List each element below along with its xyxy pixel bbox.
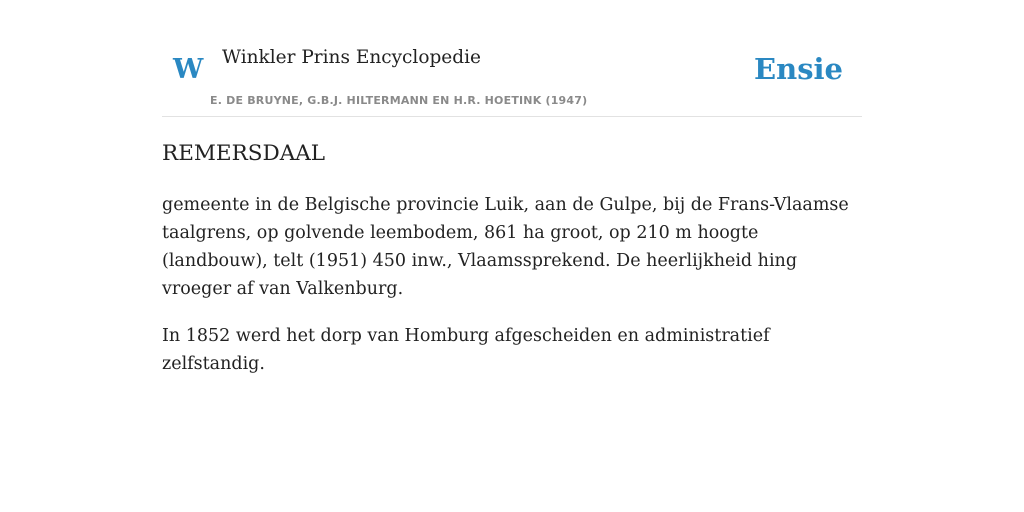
ensie-logo-link[interactable]: Ensie xyxy=(754,52,843,86)
article-headword: REMERSDAAL xyxy=(162,141,326,166)
article-paragraph: In 1852 werd het dorp van Homburg afgescheiden en administratief zelfstandig. xyxy=(162,326,770,374)
source-authors: E. DE BRUYNE, G.B.J. HILTERMANN EN H.R. HOETINK (1947) xyxy=(210,94,588,107)
source-title: Winkler Prins Encyclopedie xyxy=(222,47,481,68)
source-header xyxy=(162,0,862,117)
article xyxy=(162,138,864,378)
article-paragraph: gemeente in de Belgische provincie Luik, aan de Gulpe, bij de Frans-Vlaamse taalgrens, op golvende leembodem, 861 ha groot, op 210 m hoogte (landbouw), telt (1951) 450 inw., Vlaamssprekend. De heerlijkheid hing vroeger af van Valkenburg. xyxy=(162,195,849,299)
source-logo: W xyxy=(173,54,204,85)
